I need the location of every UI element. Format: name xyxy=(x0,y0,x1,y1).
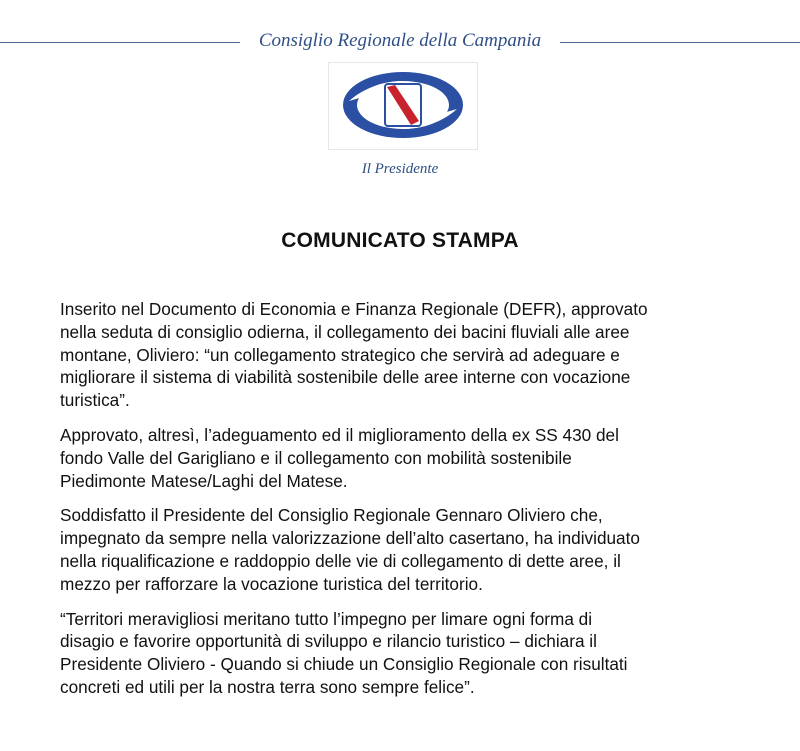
header-rule-right xyxy=(560,42,800,43)
text-line: impegnato da sempre nella valorizzazione dell’alto casertano, ha individuato xyxy=(60,528,640,549)
text-line: disagio e favorire opportunità di sviluppo e rilancio turistico – dichiara il xyxy=(60,631,597,652)
paragraph-2 xyxy=(60,424,760,492)
text-line: Piedimonte Matese/Laghi del Matese. xyxy=(60,470,348,491)
text-line: nella riqualificazione e raddoppio delle vie di collegamento di dette aree, il xyxy=(60,550,621,571)
paragraph-4 xyxy=(60,608,760,699)
text-line: nella seduta di consiglio odierna, il collegamento dei bacini fluviali alle aree xyxy=(60,321,630,342)
header-rule-left xyxy=(0,42,240,43)
press-release-body xyxy=(60,298,760,711)
text-line: Soddisfatto il Presidente del Consiglio Regionale Gennaro Oliviero che, xyxy=(60,505,603,526)
text-line: “Territori meravigliosi meritano tutto l’impegno per limare ogni forma di xyxy=(60,608,593,629)
text-line: Presidente Oliviero - Quando si chiude un Consiglio Regionale con risultati xyxy=(60,654,628,675)
paragraph-3 xyxy=(60,504,760,595)
organization-name: Consiglio Regionale della Campania xyxy=(258,30,542,51)
text-line: fondo Valle del Garigliano e il collegamento con mobilità sostenibile xyxy=(60,447,572,468)
paragraph-1 xyxy=(60,298,760,412)
text-line: montane, Oliviero: “un collegamento strategico che servirà ad adeguare e xyxy=(60,344,620,365)
campania-region-logo-icon xyxy=(328,62,478,150)
text-line: Inserito nel Documento di Economia e Finanza Regionale (DEFR), approvato xyxy=(60,299,648,319)
document-title: COMUNICATO STAMPA xyxy=(281,229,519,252)
logo-graphic xyxy=(329,63,477,149)
text-line: migliorare il sistema di viabilità sostenibile delle aree interne con vocazione xyxy=(60,367,631,388)
text-line: Approvato, altresì, l’adeguamento ed il miglioramento della ex SS 430 del xyxy=(60,424,619,445)
text-line: mezzo per rafforzare la vocazione turistica del territorio. xyxy=(60,573,483,594)
text-line: turistica”. xyxy=(60,390,130,411)
text-line: concreti ed utili per la nostra terra sono sempre felice”. xyxy=(60,676,475,697)
president-label: Il Presidente xyxy=(361,161,439,177)
